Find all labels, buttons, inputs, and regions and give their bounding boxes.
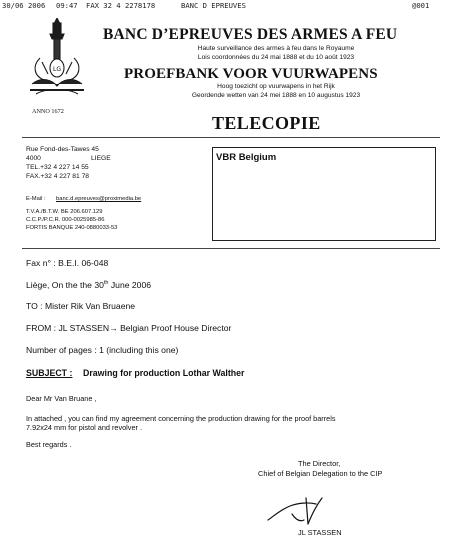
- salutation: Dear Mr Van Bruane ,: [26, 394, 97, 403]
- from-line: FROM : JL STASSEN→ Belgian Proof House Director: [26, 323, 232, 333]
- anno-text: ANNO 1672: [32, 108, 64, 115]
- fax-number: FAX 32 4 2278178: [86, 1, 156, 10]
- vat-number: T.V.A./B.T.W. BE 206.607.129: [26, 209, 103, 215]
- header-divider: [22, 137, 440, 138]
- subject-text: Drawing for production Lothar Walther: [83, 368, 245, 378]
- email-label: E-Mail :: [26, 196, 46, 202]
- document-type-title: TELECOPIE: [212, 113, 321, 133]
- recipient-name: VBR Belgium: [216, 152, 277, 163]
- letterhead-subtitle-nl-2: Geordende wetten van 24 mei 1888 en 10 augustus 1923: [191, 92, 361, 99]
- svg-text:LG: LG: [53, 66, 61, 73]
- letterhead-title-nl: PROEFBANK VOOR VUURWAPENS: [124, 66, 378, 82]
- fax-reference: Fax n° : B.E.I. 06-048: [26, 258, 109, 268]
- bank-account: FORTIS BANQUE 240-0880033-53: [26, 225, 118, 231]
- to-line: TO : Mister Rik Van Bruaene: [26, 301, 136, 311]
- proof-house-crest-icon: [22, 18, 92, 110]
- body-divider: [22, 248, 440, 249]
- signature-title-2: Chief of Belgian Delegation to the CIP: [258, 469, 383, 478]
- paragraph-line-1: In attached , you can find my agreement concerning the production drawing for the proof barrels: [26, 414, 336, 423]
- signature-name: JL STASSEN: [298, 528, 342, 537]
- signature-title-1: The Director,: [298, 459, 341, 468]
- address-postal-code: 4000: [26, 155, 41, 162]
- address-fax: FAX.+32 4 227 81 78: [26, 173, 90, 180]
- address-tel: TEL.+32 4 227 14 55: [26, 164, 89, 171]
- letterhead-subtitle-fr-2: Lois coordonnées du 24 mai 1888 et du 10 août 1923: [197, 54, 355, 61]
- letterhead-subtitle-fr-1: Haute surveillance des armes à feu dans le Royaume: [197, 45, 355, 52]
- fax-page-number: @001: [412, 1, 430, 10]
- letterhead-subtitle-nl-1: Hoog toezicht op vuurwapens in het Rijk: [217, 83, 335, 90]
- email-link[interactable]: banc.d.epreuves@proximedia.be: [56, 196, 142, 202]
- letterhead-title-fr: BANC D’EPREUVES DES ARMES A FEU: [103, 26, 398, 43]
- handwritten-signature-icon: [262, 490, 352, 530]
- subject-label: SUBJECT :: [26, 368, 73, 378]
- closing: Best regards .: [26, 440, 72, 449]
- paragraph-line-2: 7.92x24 mm for pistol and revolver .: [26, 423, 142, 432]
- page-count: Number of pages : 1 (including this one): [26, 345, 179, 355]
- postal-account: C.C.P./P.C.R. 000-0025985-86: [26, 217, 105, 223]
- fax-time: 09:47: [56, 1, 78, 10]
- address-street: Rue Fond-des-Tawes 45: [26, 146, 99, 153]
- fax-date: 30/06 2006: [2, 1, 46, 10]
- address-city: LIEGE: [91, 155, 111, 162]
- fax-sender: BANC D EPREUVES: [181, 1, 246, 10]
- letter-date: Liège, On the the 30th June 2006: [26, 280, 152, 290]
